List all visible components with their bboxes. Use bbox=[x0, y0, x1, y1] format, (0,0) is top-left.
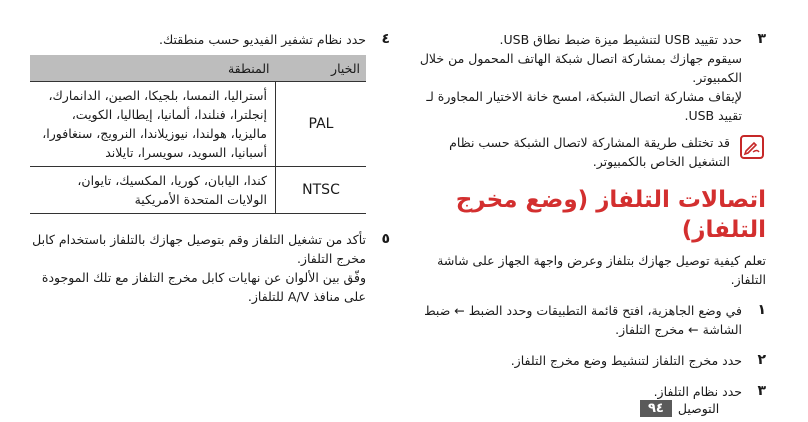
step-number: ٤ bbox=[381, 31, 390, 47]
left-column bbox=[30, 30, 390, 306]
step-5-connect bbox=[30, 230, 390, 306]
section-title: اتصالات التلفاز (وضع مخرج التلفاز) bbox=[455, 187, 766, 243]
table-row bbox=[30, 167, 366, 214]
note bbox=[418, 133, 766, 171]
table-header-row bbox=[30, 55, 366, 82]
header-option: الخيار bbox=[276, 55, 367, 82]
tv-step-1 bbox=[418, 301, 766, 339]
step-number: ١ bbox=[757, 302, 766, 318]
step-3-line-1: حدد تقييد USB لتنشيط ميزة ضبط نطاق USB. bbox=[499, 32, 742, 47]
page-footer bbox=[640, 400, 719, 417]
option-cell: NTSC bbox=[276, 167, 367, 214]
step-4-video-system bbox=[30, 30, 390, 49]
step-5-line-2: وفّق بين الألوان عن نهايات كابل مخرج التلفاز مع تلك الموجودة على منافذ A/V للتلفاز. bbox=[41, 270, 366, 304]
tv-step-3-text: حدد نظام التلفاز. bbox=[653, 384, 742, 399]
footer-section: التوصيل bbox=[677, 401, 720, 416]
region-cell: كندا، اليابان، كوريا، المكسيك، تايوان، الولايات المتحدة الأمريكية bbox=[30, 167, 276, 214]
tv-step-2 bbox=[418, 351, 766, 370]
right-column bbox=[418, 30, 766, 401]
note-icon bbox=[740, 135, 764, 159]
tv-step-3 bbox=[418, 382, 766, 401]
option-cell: PAL bbox=[276, 82, 367, 167]
page-number: ٩٤ bbox=[640, 400, 672, 417]
step-number: ٥ bbox=[381, 231, 390, 247]
step-3-usb bbox=[418, 30, 766, 125]
table-row bbox=[30, 82, 366, 167]
step-3-line-2: سيقوم جهازك بمشاركة اتصال شبكة الهاتف المحمول من خلال الكمبيوتر. bbox=[419, 51, 742, 85]
step-number: ٢ bbox=[757, 352, 766, 368]
header-region: المنطقة bbox=[30, 55, 276, 82]
tv-step-2-text: حدد مخرج التلفاز لتنشيط وضع مخرج التلفاز. bbox=[510, 353, 742, 368]
step-number: ٣ bbox=[757, 383, 766, 399]
region-cell: أستراليا، النمسا، بلجيكا، الصين، الدانمارك، إنجلترا، فنلندا، ألمانيا، إيطاليا، الكويت، ماليزيا، هولندا، نيوزيلاندا، النرويج، سنغافورا، أسبانيا، السويد، سويسرا، تايلاند bbox=[30, 82, 276, 167]
step-4-text: حدد نظام تشفير الفيديو حسب منطقتك. bbox=[159, 32, 366, 47]
tv-step-1-text: في وضع الجاهزية، افتح قائمة التطبيقات وحدد الضبط ← ضبط الشاشة ← مخرج التلفاز. bbox=[424, 303, 742, 337]
step-5-line-1: تأكد من تشغيل التلفاز وقم بتوصيل جهازك بالتلفاز باستخدام كابل مخرج التلفاز. bbox=[32, 232, 366, 266]
video-system-table bbox=[30, 55, 366, 214]
table-wrapper bbox=[30, 55, 390, 214]
note-text: قد تختلف طريقة المشاركة لاتصال الشبكة حسب نظام التشغيل الخاص بالكمبيوتر. bbox=[449, 135, 730, 169]
step-number: ٣ bbox=[757, 31, 766, 47]
step-3-line-3: لإيقاف مشاركة اتصال الشبكة، امسح خانة الاختيار المجاورة لـ تقييد USB. bbox=[426, 89, 742, 123]
section-intro: تعلم كيفية توصيل جهازك بتلفاز وعرض واجهة الجهاز على شاشة التلفاز. bbox=[437, 253, 766, 287]
